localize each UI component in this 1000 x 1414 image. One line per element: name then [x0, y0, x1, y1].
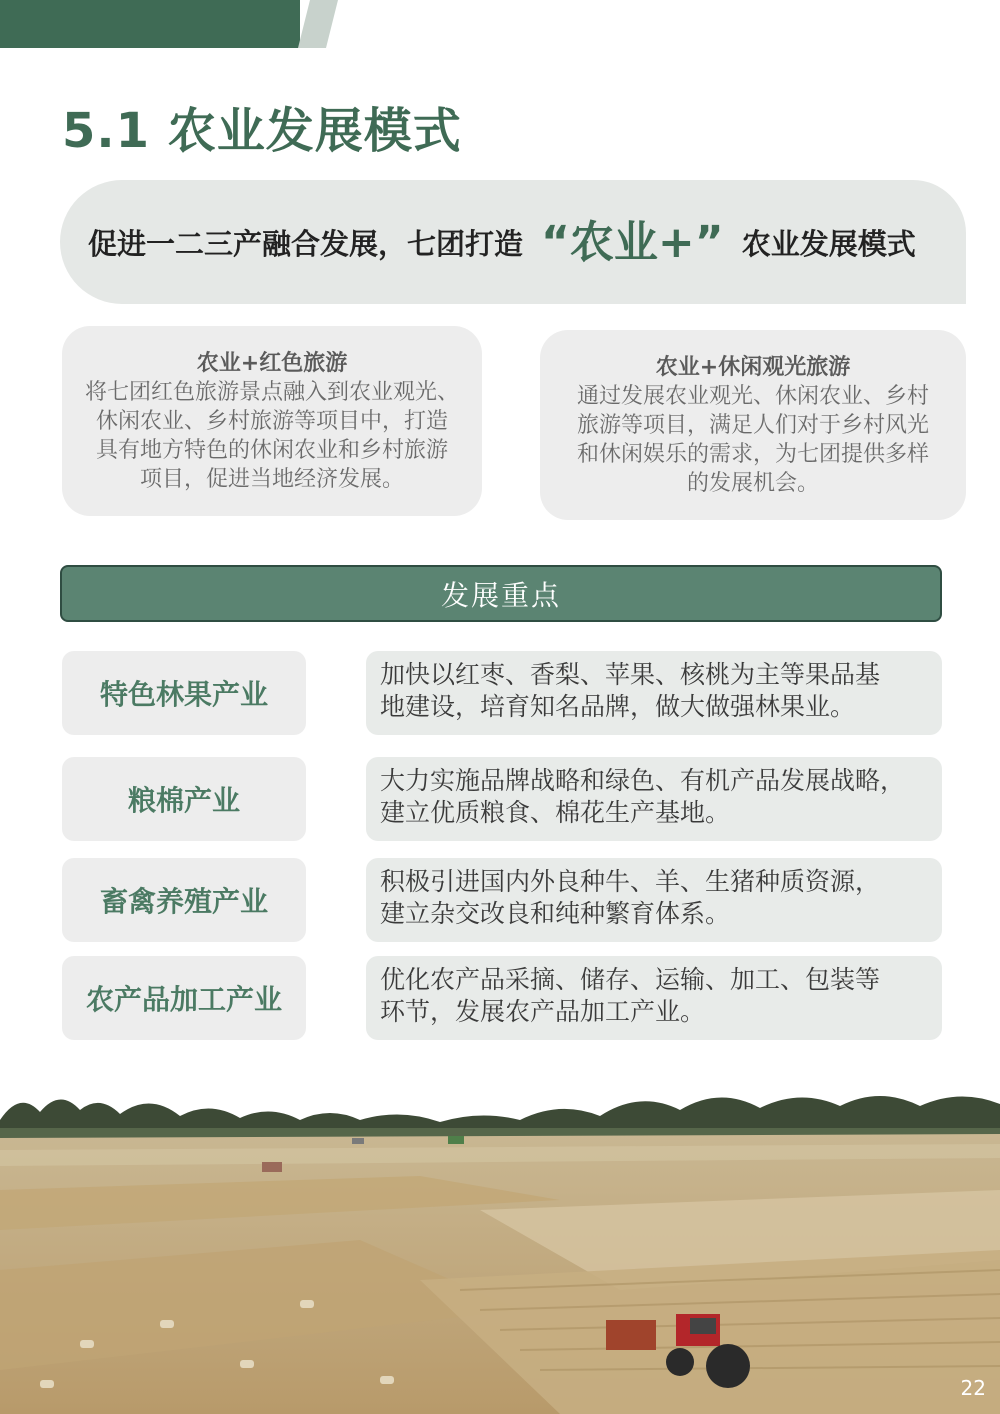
page-number: 22: [960, 1376, 986, 1400]
card-line: 项目，促进当地经济发展。: [139, 467, 404, 492]
row-label-processing: 农产品加工产业: [62, 956, 306, 1040]
harvest-field-illustration: [0, 1080, 1000, 1414]
card-line: 旅游等项目，满足人们对于乡村风光: [576, 413, 929, 438]
row-label-livestock: 畜禽养殖产业: [62, 858, 306, 942]
row-line: 地建设，培育知名品牌，做大做强林果业。: [380, 692, 856, 721]
row-line: 大力实施品牌战略和绿色、有机产品发展战略，: [380, 766, 906, 795]
row-label-forest-fruit: 特色林果产业: [62, 651, 306, 735]
banner-quote: “农业+”: [541, 217, 724, 268]
card-title: 农业+红色旅游: [196, 351, 348, 376]
banner-text-before: 促进一二三产融合发展，七团打造: [88, 226, 524, 261]
row-desc-forest-fruit: [366, 651, 942, 735]
focus-heading-bar: [60, 565, 942, 622]
banner-text-after: 农业发展模式: [741, 226, 916, 261]
card-red-tourism: [62, 326, 482, 516]
row-line: 加快以红枣、香梨、苹果、核桃为主等果品基: [380, 660, 881, 689]
card-title: 农业+休闲观光旅游: [655, 355, 851, 380]
row-desc-grain-cotton: [366, 757, 942, 841]
header-accent-bar: [0, 0, 300, 48]
card-body: [62, 378, 482, 494]
card-line: 的发展机会。: [686, 471, 819, 496]
model-banner: [60, 180, 966, 304]
row-line: 积极引进国内外良种牛、羊、生猪种质资源，: [380, 867, 881, 896]
row-desc-livestock: [366, 858, 942, 942]
farmland-photo: [0, 1080, 1000, 1414]
row-line: 优化农产品采摘、储存、运输、加工、包装等: [380, 965, 881, 994]
row-line: 建立杂交改良和纯种繁育体系。: [380, 899, 731, 928]
row-line: 环节，发展农产品加工产业。: [380, 997, 706, 1026]
row-label-grain-cotton: 粮棉产业: [62, 757, 306, 841]
card-body: [540, 382, 966, 498]
card-line: 通过发展农业观光、休闲农业、乡村: [576, 384, 929, 409]
card-leisure-tourism: [540, 330, 966, 520]
card-line: 和休闲娱乐的需求，为七团提供多样: [576, 442, 929, 467]
card-line: 将七团红色旅游景点融入到农业观光、: [84, 380, 459, 405]
card-line: 具有地方特色的休闲农业和乡村旅游: [95, 438, 448, 463]
focus-heading: 发展重点: [440, 578, 561, 612]
card-line: 休闲农业、乡村旅游等项目中，打造: [95, 409, 448, 434]
header-accent-stripe: [298, 0, 338, 48]
page-title: 5.1 农业发展模式: [62, 103, 462, 159]
row-desc-processing: [366, 956, 942, 1040]
row-line: 建立优质粮食、棉花生产基地。: [380, 798, 731, 827]
